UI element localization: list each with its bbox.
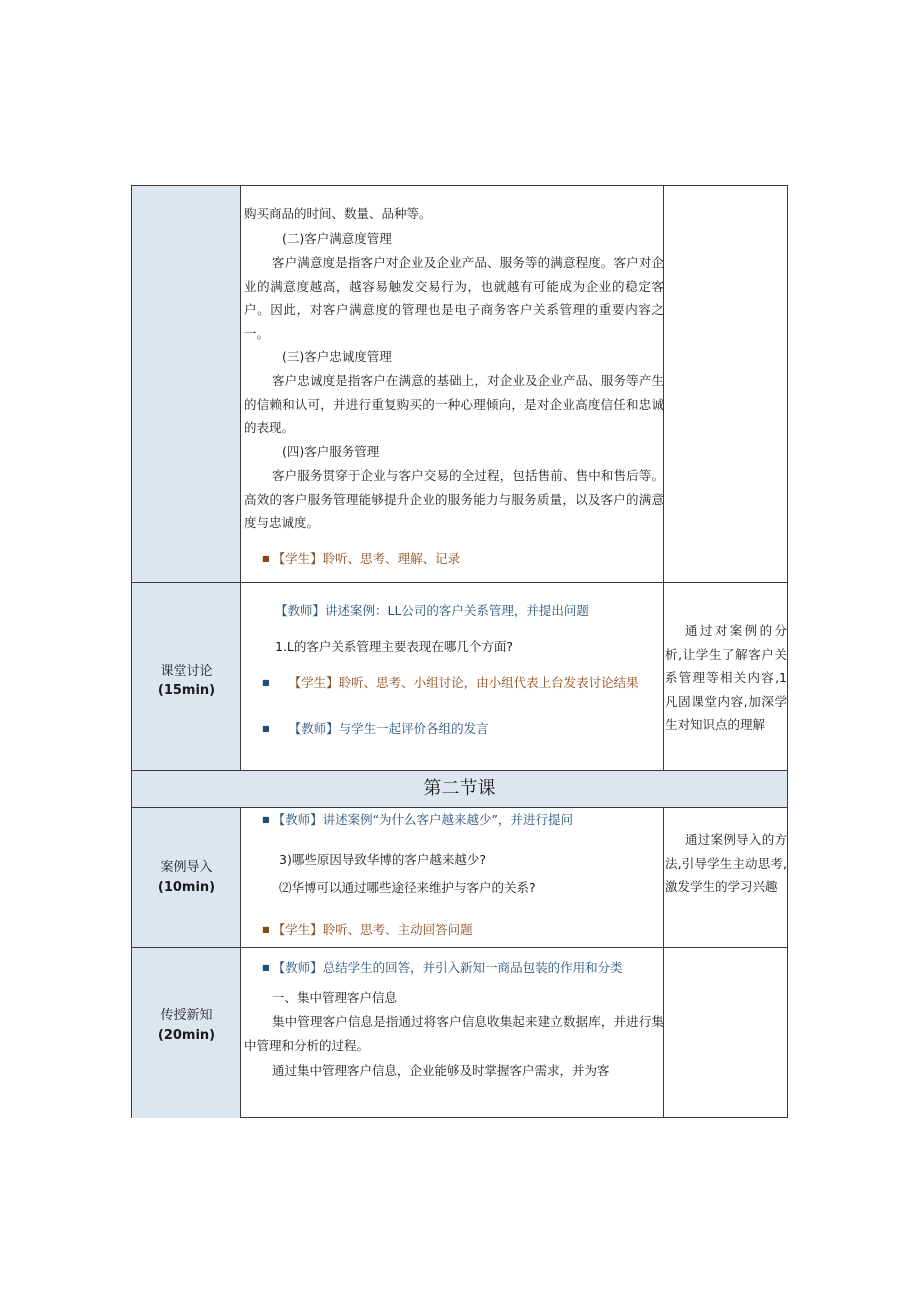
stage-duration: (10min) [157,880,216,895]
teacher-activity: 【教师】讲述案例：LL公司的客户关系管理，并提出问题 [275,603,589,618]
design-note: 通过对案例的分析,让学生了解客户关系管理等相关内容,1凡固课堂内容,加深学生对知识点的理解 [665,623,787,732]
stage-label: 传授新知 [160,1008,213,1023]
stage-duration: (20min) [157,1028,216,1043]
paragraph: 集中管理客户信息是指通过将客户信息收集起来建立数据库，并进行集中管理和分析的过程。 [244,1014,664,1053]
bullet-icon: ■ [262,925,270,934]
bullet-icon: ■ [262,815,270,824]
question: 1.L的客户关系管理主要表现在哪几个方面? [275,639,514,654]
bullet-icon: ■ [262,963,270,972]
stage-label: 案例导入 [160,860,213,875]
table-row [132,948,787,1118]
section-title: 第二节课 [132,771,787,808]
student-activity: ■ 【学生】聆听、思考、主动回答问题 [262,922,473,937]
bullet-icon: ■ [262,678,270,687]
paragraph: 客户服务贯穿于企业与客户交易的全过程，包括售前、售中和售后等。高效的客户服务管理能够提升企业的服务能力与服务质量，以及客户的满意度与忠诚度。 [244,468,664,530]
stage-duration: (15min) [157,683,216,698]
paragraph: 通过集中管理客户信息，企业能够及时掌握客户需求，并为客 [272,1063,610,1078]
subheading: (三)客户忠诚度管理 [282,349,392,364]
subheading: 一、集中管理客户信息 [272,990,398,1005]
subheading: (二)客户满意度管理 [282,231,392,246]
teacher-activity: ■ 【教师】总结学生的回答，并引入新知一商品包装的作用和分类 [262,960,623,975]
question: ⑵华博可以通过哪些途径来维护与客户的关系? [279,880,536,895]
stage-cell [132,948,241,1118]
lesson-plan-table [131,185,788,1118]
paragraph: 客户满意度是指客户对企业及企业产品、服务等的满意程度。客户对企业的满意度越高，越容易触发交易行为，也就越有可能成为企业的稳定客户。因此，对客户满意度的管理也是电子商务客户关系管理的重要内容之一。 [244,255,664,341]
design-note: 通过案例导入的方法,引导学生主动思考,激发学生的学习兴趣 [665,832,787,894]
stage-cell [132,583,241,770]
table-row [132,808,787,948]
subheading: (四)客户服务管理 [282,444,380,459]
student-activity: ■ 【学生】聆听、思考、理解、记录 [262,551,461,566]
content-line: 购买商品的时间、数量、品种等。 [244,206,432,221]
question: 3)哪些原因导致华博的客户越来越少? [279,852,486,867]
column-divider [663,808,664,947]
bullet-icon: ■ [262,554,270,563]
teacher-activity: ■ 【教师】讲述案例“为什么客户越来越少”，并进行提问 [262,812,574,827]
column-divider [663,583,664,770]
stage-cell [132,186,241,582]
teacher-activity: ■ 【教师】与学生一起评价各组的发言 [262,721,489,736]
table-row [132,186,787,583]
bullet-icon: ■ [262,724,270,733]
stage-label: 课堂讨论 [160,664,213,679]
stage-cell [132,808,241,947]
student-activity: ■ 【学生】聆听、思考、小组讨论，由小组代表上台发表讨论结果 [262,675,639,690]
paragraph: 客户忠诚度是指客户在满意的基础上，对企业及企业产品、服务等产生的信赖和认可，并进行重复购买的一种心理倾向，是对企业高度信任和忠诚的表现。 [244,373,664,435]
table-row [132,583,787,771]
